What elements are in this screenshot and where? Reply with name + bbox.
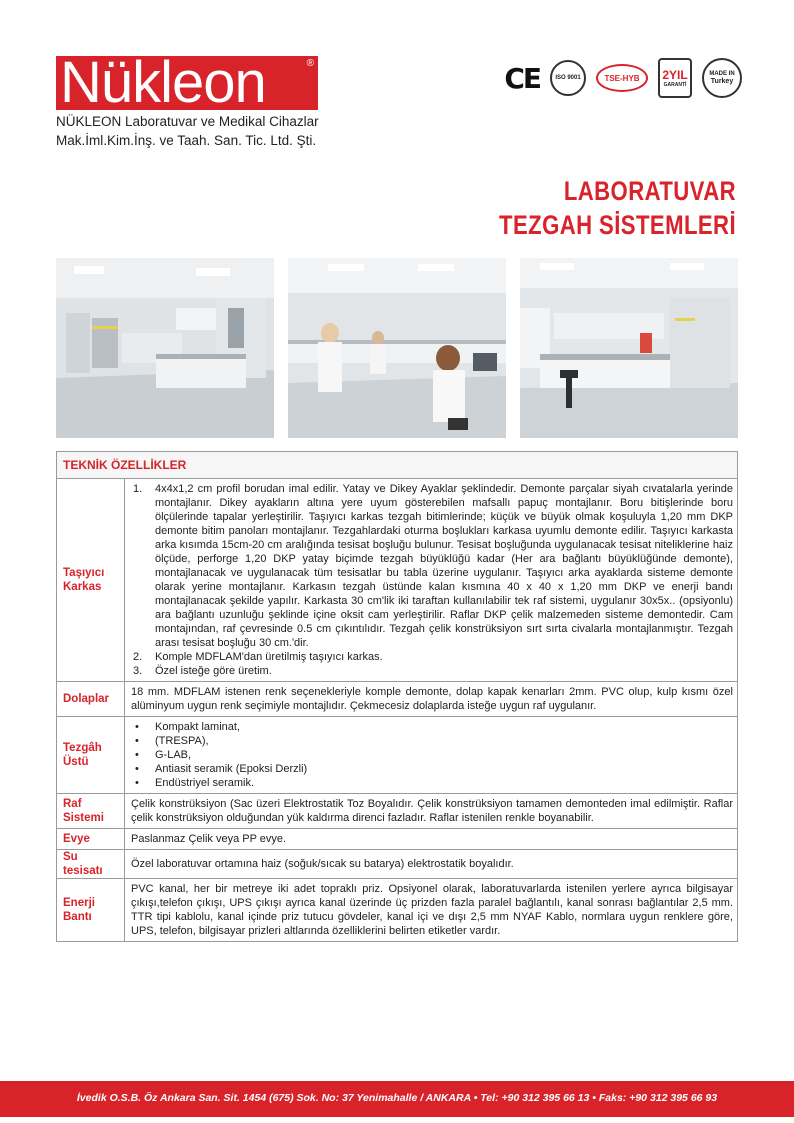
row-content-top	[125, 717, 738, 794]
list-item: • (TRESPA),	[131, 734, 733, 748]
row-content-water: Özel laboratuvar ortamına haiz (soğuk/sıcak su batarya) elektrostatik boyalıdır.	[125, 850, 738, 879]
row-content-energy: PVC kanal, her bir metreye iki adet topraklı priz. Opsiyonel olarak, laboratuvarlarda istenilen yerlere ayrıca bilgisayar çıkışı,telefon çıkışı, UPS çıkışı ayrıca kanal üzerinde üç prizden fazla paralel bağlantılı, kanal sonrası bağlantılar 2,5 mm. TTR tipi kablolu, kanal içinde priz tutucu gövdeler, kanal içi ve dışı 2,5 mm NYAF Kablo, normlara uygun renklere göre, UPS, telefon, bilgisayar prizleri altlarında özelliklerini belirten etiketler vardır.	[125, 879, 738, 942]
certification-badges	[504, 58, 742, 98]
list-item: • Kompakt laminat,	[131, 720, 733, 734]
logo-text: Nükleon	[60, 50, 266, 115]
row-label-carrier: Taşıyıcı Karkas	[57, 479, 125, 682]
table-row	[57, 794, 738, 829]
list-item: • G-LAB,	[131, 748, 733, 762]
title-line2: TEZGAH SİSTEMLERİ	[499, 210, 736, 240]
table-row	[57, 850, 738, 879]
table-row	[57, 479, 738, 682]
company-name-line1: NÜKLEON Laboratuvar ve Medikal Cihazlar	[56, 114, 319, 129]
list-item: • Antiasit seramik (Epoksi Derzli)	[131, 762, 733, 776]
page-title	[499, 174, 736, 242]
warranty-badge-icon	[658, 58, 692, 98]
lab-people-photo	[288, 258, 506, 438]
made-in-label: MADE IN	[709, 71, 735, 77]
ce-mark-icon: CE	[504, 61, 540, 95]
nukleon-logo	[56, 50, 318, 115]
table-heading: TEKNİK ÖZELLİKLER	[57, 452, 738, 479]
warranty-years: 2YIL	[662, 68, 688, 82]
row-content-shelf: Çelik konstrüksiyon (Sac üzeri Elektrostatik Toz Boyalıdır. Çelik konstrüksiyon tamamen demonteden imal edilmiştir. Raflar çelik konstrüksiyon olduğundan yük kaldırma direnci fazladır. Raflar istenilen renkle boyanabilir.	[125, 794, 738, 829]
photo-strip	[56, 258, 738, 438]
registered-mark: ®	[306, 58, 314, 69]
row-label-water: Su tesisatı	[57, 850, 125, 879]
row-label-energy: Enerji Bantı	[57, 879, 125, 942]
made-in-turkey-icon	[702, 58, 742, 98]
row-label-sink: Evye	[57, 829, 125, 850]
table-row	[57, 829, 738, 850]
company-name-line2: Mak.İml.Kim.İnş. ve Taah. San. Tic. Ltd. Şti.	[56, 133, 317, 148]
table-row	[57, 717, 738, 794]
technical-specs-table	[56, 451, 738, 942]
footer-address: İvedik O.S.B. Öz Ankara San. Sit. 1454 (675) Sok. No: 37 Yenimahalle / ANKARA • Tel: +90 312 395 66 13 • Faks: +90 312 395 66 93	[76, 1092, 718, 1104]
lab-workstation-photo	[520, 258, 738, 438]
list-item: 3. Özel isteğe göre üretim.	[133, 665, 272, 677]
lab-room-photo	[56, 258, 274, 438]
row-label-cabinets: Dolaplar	[57, 682, 125, 717]
row-content-sink: Paslanmaz Çelik veya PP evye.	[125, 829, 738, 850]
tse-badge-icon: TSE-HYB	[596, 64, 648, 92]
made-in-country: Turkey	[710, 78, 734, 85]
row-content-cabinets: 18 mm. MDFLAM istenen renk seçenekleriyle komple demonte, dolap kapak kenarları 2mm. PVC olup, kulp kısmı özel alüminyum uygun renk seçimiyle montajlıdır. Çekmecesiz dolaplarda isteğe uygun raf uygulanır.	[125, 682, 738, 717]
list-item: • Endüstriyel seramik.	[131, 776, 733, 790]
list-item: 2. Komple MDFLAM'dan üretilmiş taşıyıcı karkas.	[133, 651, 383, 663]
warranty-label: GARANTİ	[663, 82, 687, 88]
row-content-carrier	[125, 479, 738, 682]
page-footer	[0, 1081, 794, 1117]
row-label-top: Tezgâh Üstü	[57, 717, 125, 794]
title-line1: LABORATUVAR	[563, 176, 736, 206]
table-row	[57, 682, 738, 717]
page-header	[0, 0, 794, 160]
row-label-shelf: Raf Sistemi	[57, 794, 125, 829]
iso-seal-icon: ISO 9001	[550, 60, 586, 96]
list-item: 1. 4x4x1,2 cm profil borudan imal edilir. Yatay ve Dikey Ayaklar şeklindedir. Demonte parçalar siyah cıvatalarla yerinde montajlanır. Dikey ayakların altına yere uyum gösterebilen mafsallı papuç montajlanır. Boru bitişlerinde boru ölçülerinde tapalar yerleştirilir. Taşıyıcı karkas tezgah bitimlerinde; küçük ve büyük olmak koşuluyla 1,20 mm DKP demonte bitim panoları montajlanır. Tezgahlardaki oturma boşlukları karkasa uyumlu demonte edilir. Taşıyıcı karkasta arka kısımda 15cm-20 cm aralığında tesisat boşluğu bulunur. Tesisat boşluğunda uygulanacak tesisat niteliklerine haiz ölçüde, perforge 1,20 DKP yatay biçimde tezgah büyüklüğü kadar (Her ara bağlantı büyüklüğünde demonte), montajlanacak ve uygulanacak tüm tesisatlar bu tabla üzerine uygulanır. Taşıyıcı arka ayaklarda sisteme demonte olarak yerine montajlanır. Karkasın tezgah üstünde kalan kısmına 40 x 40 x 1,20 mm DKP ve enerji bandı montajlanacak şekilde yapılır. Karkasta 30 cm'lik iki taraftan kullanılabilir tek raf sistemi, uygulanır 30x5x.. (opsiyonlu) ara bağlantı uzunluğu şeklinde içine oksit cam yerleştirilir. Raflar DKP çelik malzemeden sisteme demontedir. Cam montajından, raf çevresinde 0.5 cm çıkıntılıdır. Tezgah çelik konstrüksiyon sırt sırta civalarla montajlanmıştır. Tezgah arası tesisat boşluğu 30 cm.'dir.	[133, 483, 733, 649]
table-row	[57, 879, 738, 942]
